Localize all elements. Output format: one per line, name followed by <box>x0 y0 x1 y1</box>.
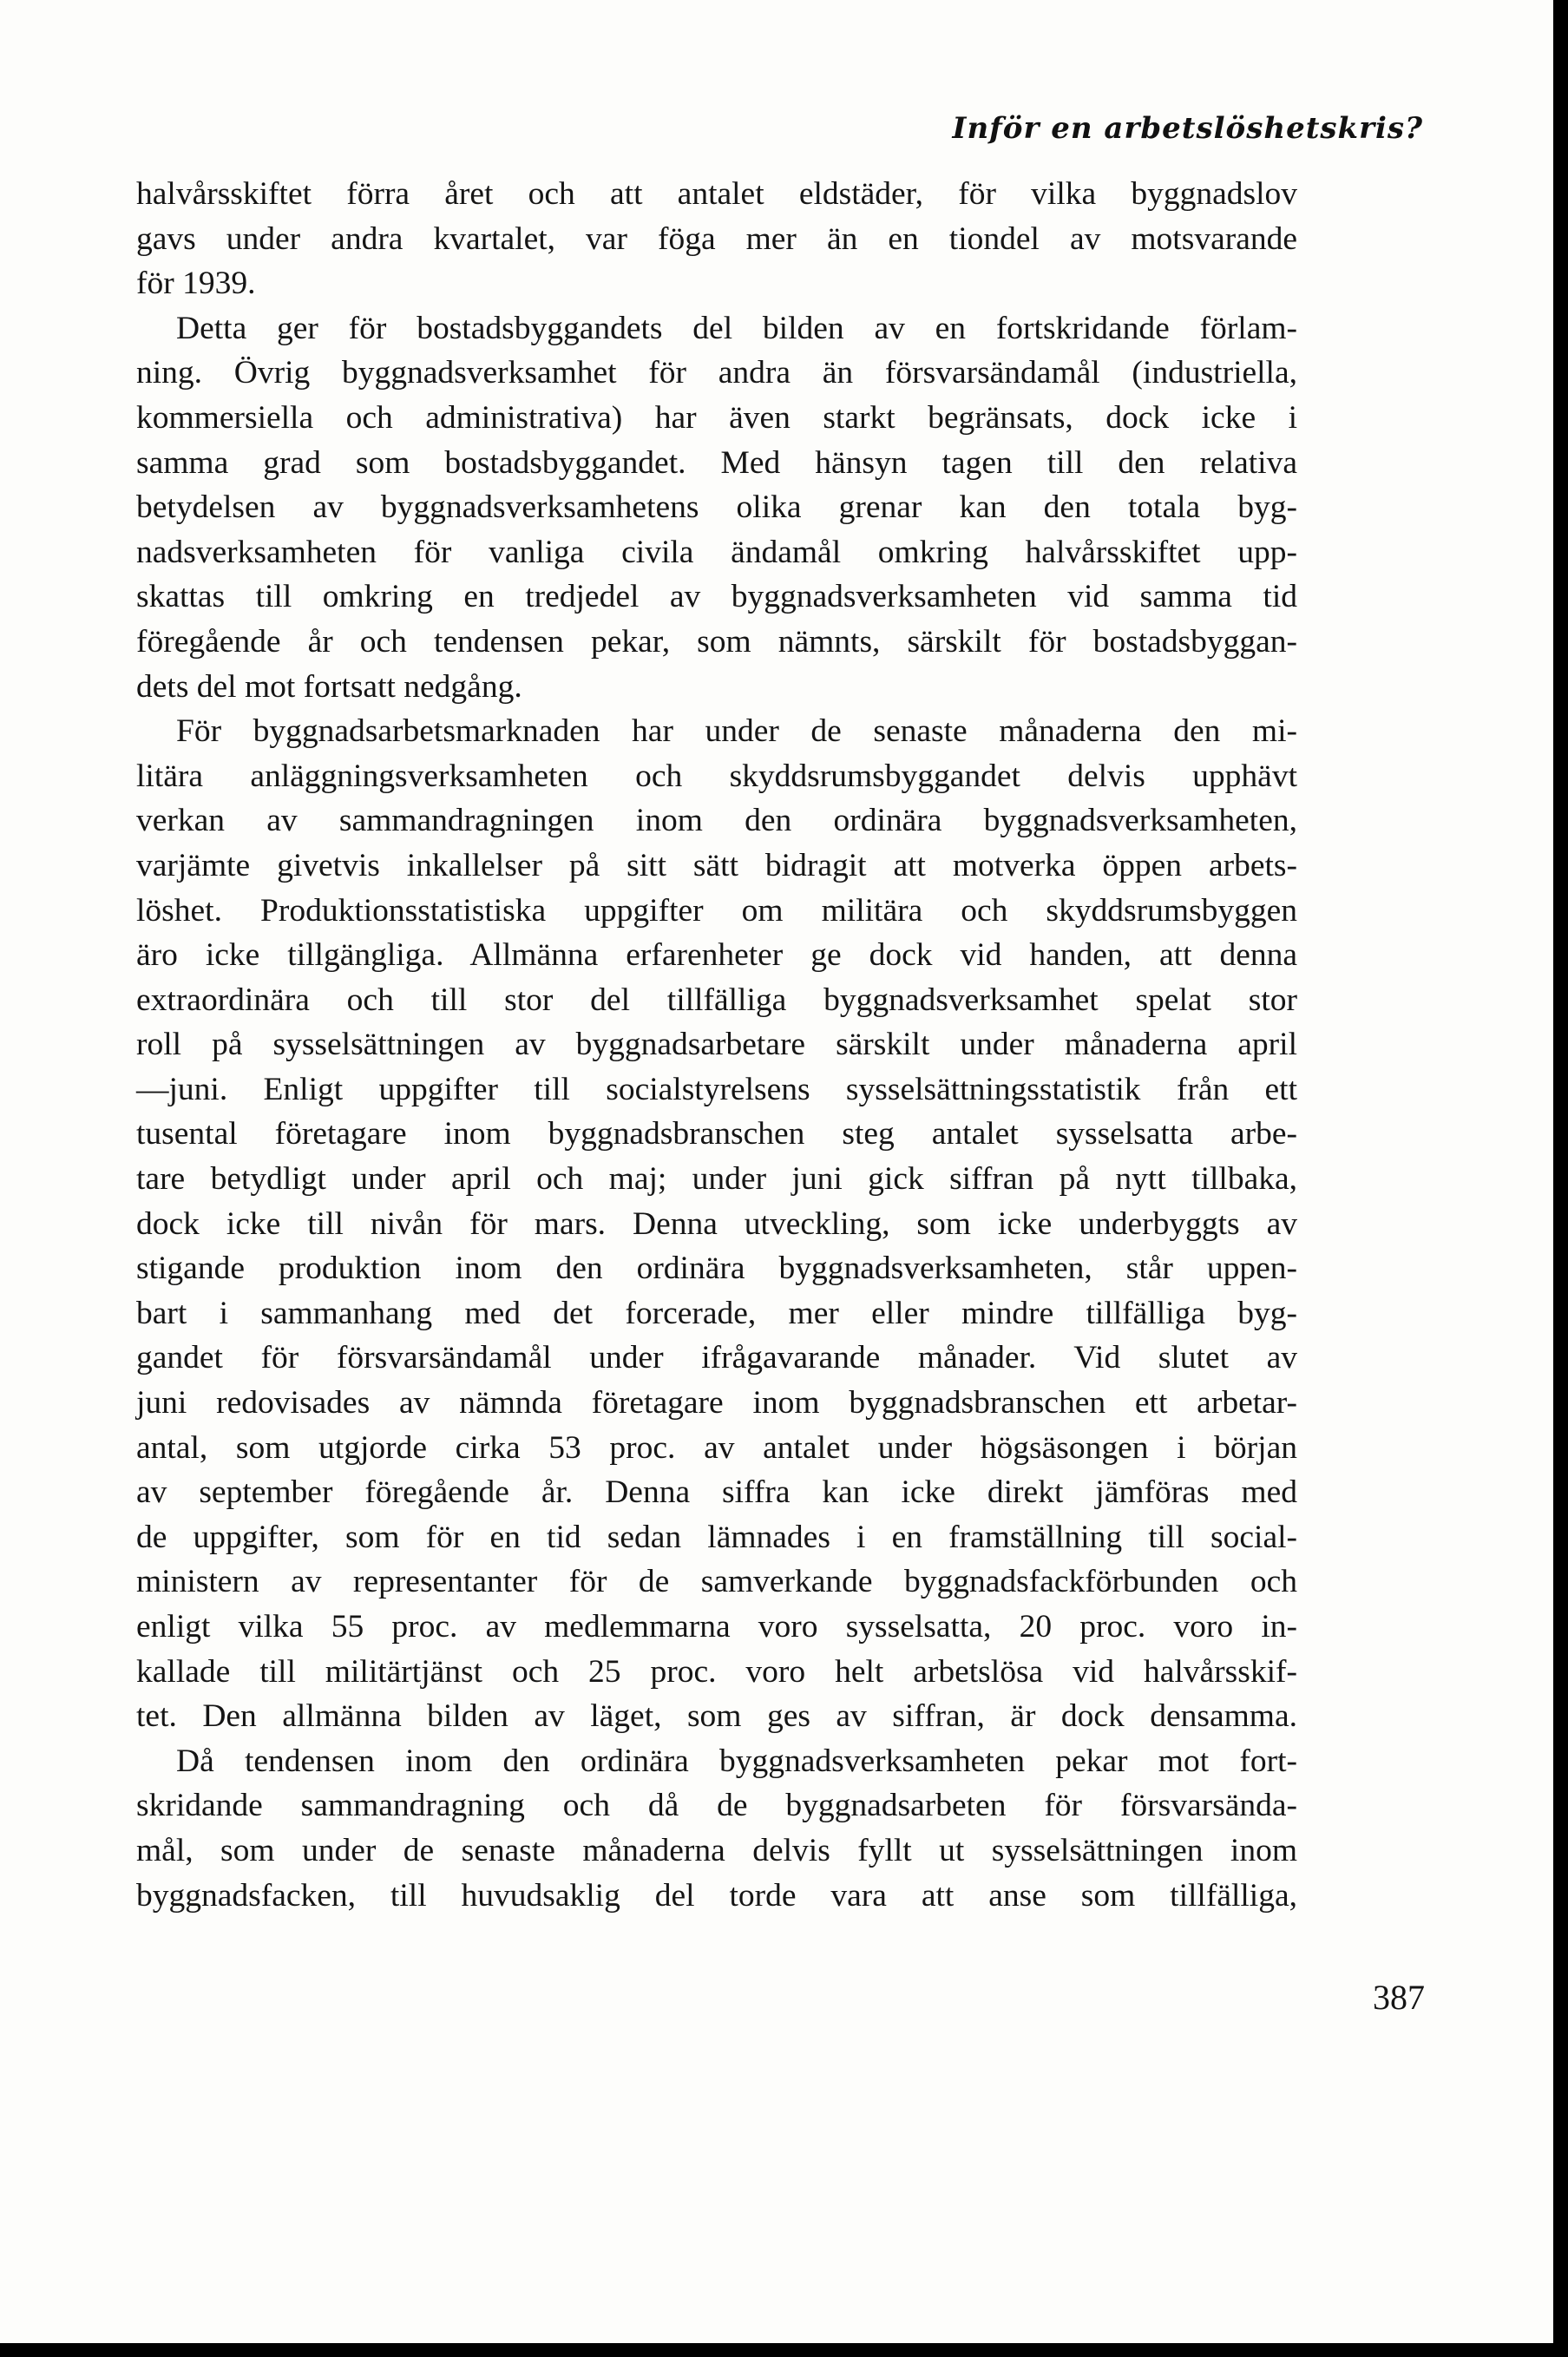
text-line: kallade till militärtjänst och 25 proc. voro helt arbetslösa vid halvårsskif- <box>136 1653 1297 1690</box>
text-line: antal, som utgjorde cirka 53 proc. av antalet under högsäsongen i början <box>136 1429 1297 1466</box>
text-line: bart i sammanhang med det forcerade, mer eller mindre tillfälliga byg- <box>136 1295 1297 1331</box>
text-line: äro icke tillgängliga. Allmänna erfarenheter ge dock vid handen, att denna <box>136 937 1297 974</box>
text-line: gavs under andra kvartalet, var föga mer än en tiondel av motsvarande <box>136 220 1297 257</box>
text-line: samma grad som bostadsbyggandet. Med hänsyn tagen till den relativa <box>136 444 1297 481</box>
text-line: ning. Övrig byggnadsverksamhet för andra än försvarsändamål (industriella, <box>136 355 1297 391</box>
text-line: dets del mot fortsatt nedgång. <box>136 668 522 705</box>
text-line: betydelsen av byggnadsverksamhetens olika grenar kan den totala byg- <box>136 489 1297 526</box>
text-line: extraordinära och till stor del tillfälliga byggnadsverksamhet spelat stor <box>136 982 1297 1018</box>
text-line: föregående år och tendensen pekar, som nämnts, särskilt för bostadsbyggan- <box>136 623 1297 660</box>
text-line: roll på sysselsättningen av byggnadsarbetare särskilt under månaderna april <box>136 1027 1297 1063</box>
text-line: tusental företagare inom byggnadsbranschen steg antalet sysselsatta arbe- <box>136 1116 1297 1152</box>
paragraph <box>136 1739 1297 1918</box>
text-line: kommersiella och administrativa) har även starkt begränsats, dock icke i <box>136 399 1297 436</box>
text-line: skattas till omkring en tredjedel av byggnadsverksamheten vid samma tid <box>136 579 1297 615</box>
text-line: för 1939. <box>136 266 256 302</box>
paragraph <box>136 709 1297 1739</box>
text-line: byggnadsfacken, till huvudsaklig del torde vara att anse som tillfälliga, <box>136 1877 1297 1914</box>
text-line: ministern av representanter för de samverkande byggnadsfackförbunden och <box>136 1564 1297 1600</box>
text-line: Detta ger för bostadsbyggandets del bilden av en fortskridande förlam- <box>176 310 1297 346</box>
text-line: gandet för försvarsändamål under ifrågavarande månader. Vid slutet av <box>136 1340 1297 1376</box>
text-line: För byggnadsarbetsmarknaden har under de senaste månaderna den mi- <box>176 713 1297 750</box>
paragraph <box>136 172 1297 306</box>
text-line: juni redovisades av nämnda företagare inom byggnadsbranschen ett arbetar- <box>136 1385 1297 1421</box>
text-line: verkan av sammandragningen inom den ordinära byggnadsverksamheten, <box>136 803 1297 839</box>
text-line: —juni. Enligt uppgifter till socialstyrelsens sysselsättningsstatistik från ett <box>136 1071 1297 1107</box>
text-line: halvårsskiftet förra året och att antalet eldstäder, för vilka byggnadslov <box>136 176 1297 212</box>
text-line: stigande produktion inom den ordinära byggnadsverksamheten, står uppen- <box>136 1251 1297 1287</box>
text-line: mål, som under de senaste månaderna delvis fyllt ut sysselsättningen inom <box>136 1832 1297 1868</box>
page-number: 387 <box>1373 1978 1425 2017</box>
text-line: nadsverksamheten för vanliga civila ändamål omkring halvårsskiftet upp- <box>136 534 1297 570</box>
text-line: tet. Den allmänna bilden av läget, som ges av siffran, är dock densamma. <box>136 1698 1297 1735</box>
text-line: Då tendensen inom den ordinära byggnadsverksamheten pekar mot fort- <box>176 1743 1297 1779</box>
text-line: löshet. Produktionsstatistiska uppgifter om militära och skyddsrumsbyggen <box>136 892 1297 929</box>
text-line: skridande sammandragning och då de byggnadsarbeten för försvarsända- <box>136 1788 1297 1824</box>
paragraph <box>136 306 1297 709</box>
text-line: dock icke till nivån för mars. Denna utveckling, som icke underbyggts av <box>136 1205 1297 1242</box>
body-text <box>136 172 1297 1918</box>
text-line: varjämte givetvis inkallelser på sitt sätt bidragit att motverka öppen arbets- <box>136 847 1297 883</box>
text-line: litära anläggningsverksamheten och skyddsrumsbyggandet delvis upphävt <box>136 758 1297 794</box>
text-line: av september föregående år. Denna siffra kan icke direkt jämföras med <box>136 1474 1297 1511</box>
text-line: tare betydligt under april och maj; under juni gick siffran på nytt tillbaka, <box>136 1161 1297 1198</box>
text-line: de uppgifter, som för en tid sedan lämnades i en framställning till social- <box>136 1519 1297 1555</box>
running-head: Inför en arbetslöshetskris? <box>952 111 1423 146</box>
text-line: enligt vilka 55 proc. av medlemmarna voro sysselsatta, 20 proc. voro in- <box>136 1609 1297 1645</box>
